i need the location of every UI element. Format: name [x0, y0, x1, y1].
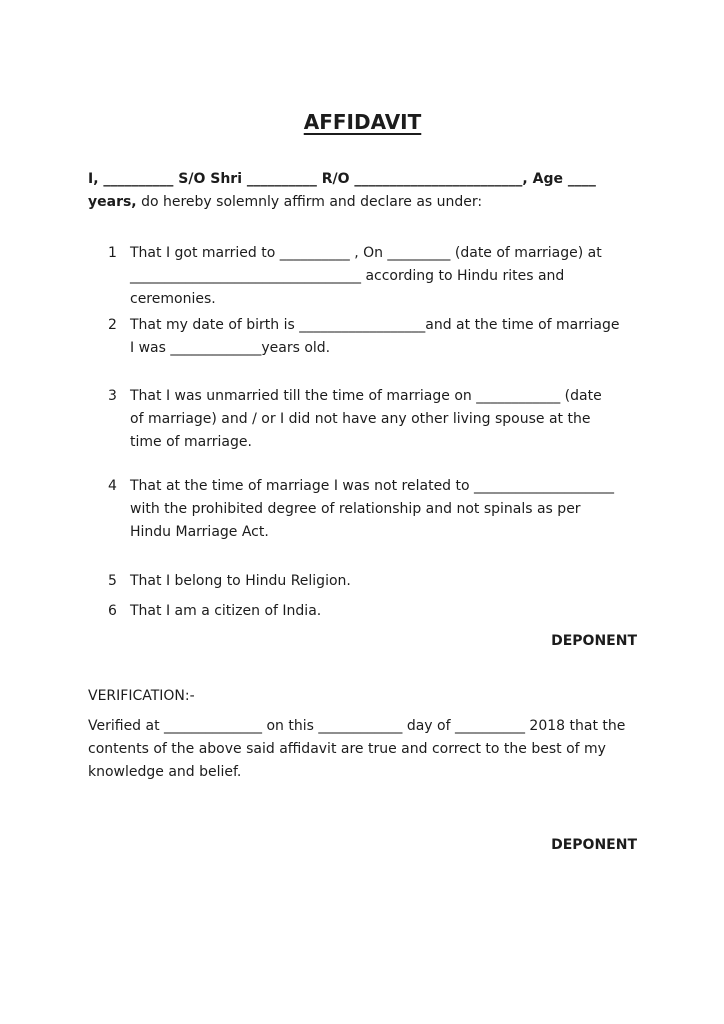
- clause-3-line-1: That I was unmarried till the time of marriage on ____________ (date: [130, 388, 602, 404]
- intro-line-2-regular: do hereby solemnly affirm and declare as under:: [136, 194, 483, 210]
- declarant-intro-paragraph: [88, 168, 637, 214]
- affidavit-clauses-list: [88, 242, 637, 623]
- clause-number-6: 6: [108, 603, 117, 619]
- verification-line-2: contents of the above said affidavit are true and correct to the best of my: [88, 741, 606, 757]
- clause-number-5: 5: [108, 573, 117, 589]
- clause-number-3: 3: [108, 388, 117, 404]
- clause-3-line-3: time of marriage.: [130, 434, 252, 450]
- document-title: AFFIDAVIT: [303, 110, 422, 134]
- clause-text-5: [130, 570, 637, 593]
- clause-5-line-1: That I belong to Hindu Religion.: [130, 573, 351, 589]
- clause-2-line-2: I was _____________years old.: [130, 340, 331, 356]
- clause-4-line-3: Hindu Marriage Act.: [130, 524, 269, 540]
- clause-text-3: [130, 385, 637, 454]
- clause-item-4: [88, 475, 637, 544]
- clause-item-3: [88, 385, 637, 454]
- clause-text-4: [130, 475, 637, 544]
- clause-6-line-1: That I am a citizen of India.: [130, 603, 322, 619]
- clause-1-line-3: ceremonies.: [130, 291, 216, 307]
- intro-line-2: [88, 191, 637, 214]
- intro-line-1: I, __________ S/O Shri __________ R/O ________________________, Age ____: [88, 171, 596, 187]
- clause-1-line-1: That I got married to __________ , On _________ (date of marriage) at: [130, 245, 602, 261]
- verification-line-1: Verified at ______________ on this ____________ day of __________ 2018 that the: [88, 718, 626, 734]
- clause-1-line-2: _________________________________ according to Hindu rites and: [130, 268, 565, 284]
- clause-number-4: 4: [108, 478, 117, 494]
- clause-item-2: [88, 314, 637, 360]
- intro-line-2-bold: years,: [88, 194, 137, 210]
- verification-heading: VERIFICATION:-: [88, 688, 195, 704]
- verification-paragraph: [88, 715, 637, 784]
- deponent-signature-label-bottom: DEPONENT: [551, 837, 637, 853]
- clause-text-2: [130, 314, 637, 360]
- clause-text-1: [130, 242, 637, 311]
- clause-item-6: [88, 600, 637, 623]
- clause-item-1: [88, 242, 637, 311]
- deponent-signature-label-top: DEPONENT: [551, 633, 637, 649]
- clause-text-6: [130, 600, 637, 623]
- clause-4-line-2: with the prohibited degree of relationship and not spinals as per: [130, 501, 581, 517]
- verification-line-3: knowledge and belief.: [88, 764, 242, 780]
- clause-2-line-1: That my date of birth is __________________and at the time of marriage: [130, 317, 620, 333]
- clause-number-2: 2: [108, 317, 117, 333]
- clause-number-1: 1: [108, 245, 117, 261]
- clause-item-5: [88, 570, 637, 593]
- clause-3-line-2: of marriage) and / or I did not have any other living spouse at the: [130, 411, 591, 427]
- clause-4-line-1: That at the time of marriage I was not related to ____________________: [130, 478, 615, 494]
